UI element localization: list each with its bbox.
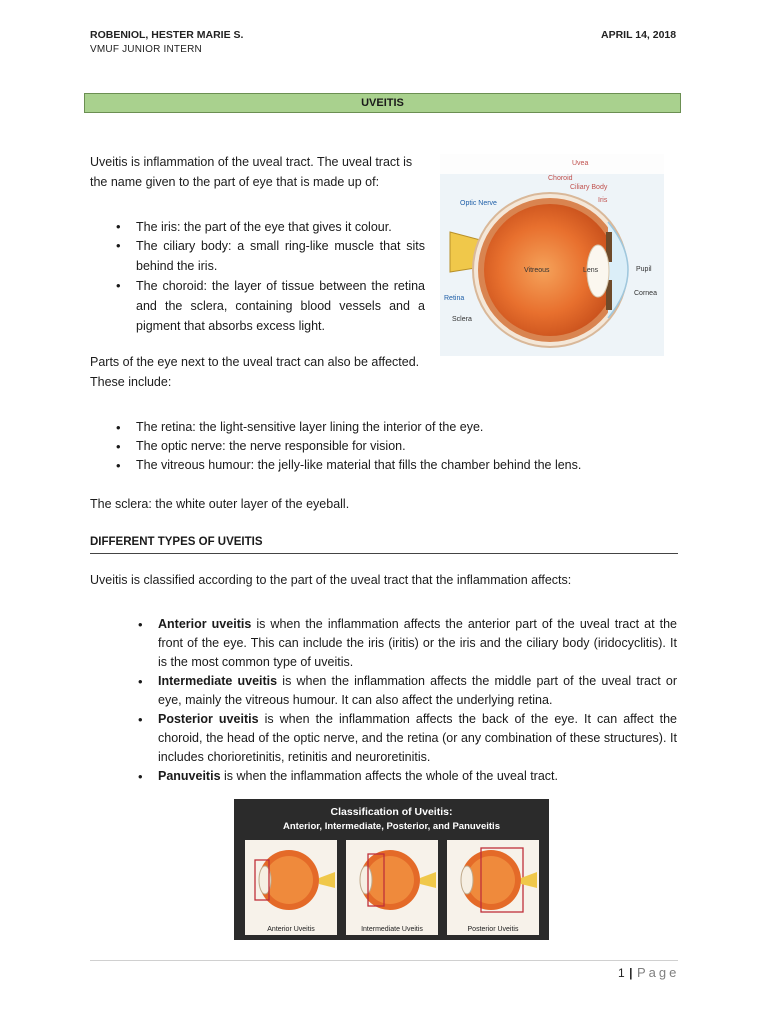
panel-intermediate	[346, 840, 438, 935]
figure-title-1: Classification of Uveitis:	[330, 806, 453, 818]
page-number	[618, 964, 679, 982]
list-item	[136, 767, 677, 786]
type-description: is when the inflammation affects the whole of the uveal tract.	[220, 769, 558, 783]
page-word: Page	[636, 965, 680, 980]
footer-rule	[90, 960, 678, 961]
list-item: • The optic nerve: the nerve responsible for vision.	[114, 437, 684, 456]
classification-figure	[234, 799, 549, 940]
uveitis-types-list	[136, 615, 677, 786]
type-term: Intermediate uveitis	[158, 674, 278, 688]
author-name: ROBENIOL, HESTER MARIE S.	[90, 29, 244, 41]
caption-posterior: Posterior Uveitis	[467, 926, 519, 933]
label-choroid: Choroid	[548, 175, 573, 182]
label-pupil: Pupil	[636, 266, 652, 273]
list-item	[136, 615, 677, 672]
figure-title-2: Anterior, Intermediate, Posterior, and Panuveitis	[283, 821, 500, 832]
type-term: Panuveitis	[158, 769, 221, 783]
list-item: • The iris: the part of the eye that gives it colour.	[114, 218, 425, 236]
section-rule	[90, 553, 678, 554]
label-retina: Retina	[444, 295, 465, 302]
caption-intermediate: Intermediate Uveitis	[361, 926, 423, 933]
eye-illustration	[447, 840, 539, 920]
list-item: • The vitreous humour: the jelly-like material that fills the chamber behind the lens.	[114, 456, 684, 475]
author-role: VMUF JUNIOR INTERN	[90, 44, 202, 55]
label-iris: Iris	[598, 197, 608, 204]
adjacent-intro-line-2: These include:	[90, 375, 172, 389]
label-ciliary-body: Ciliary Body	[570, 184, 608, 191]
intro-line-1: Uveitis is inflammation of the uveal tract. The uveal tract is	[90, 155, 413, 169]
adjacent-parts-list	[114, 418, 684, 475]
eye-illustration	[245, 840, 337, 920]
type-term: Posterior uveitis	[158, 712, 259, 726]
section-heading: DIFFERENT TYPES OF UVEITIS	[90, 536, 263, 548]
label-uvea: Uvea	[572, 160, 589, 167]
intro-line-2: the name given to the part of eye that is made up of:	[90, 175, 380, 189]
page-title: UVEITIS	[84, 93, 681, 113]
eye-illustration	[346, 840, 438, 920]
panel-posterior	[447, 840, 539, 935]
label-sclera: Sclera	[452, 316, 472, 323]
document-date: APRIL 14, 2018	[601, 29, 677, 41]
list-item	[136, 672, 677, 710]
intro-paragraph	[90, 152, 435, 192]
label-lens: Lens	[583, 267, 599, 274]
page-number-value: 1	[618, 966, 625, 980]
list-item: • The ciliary body: a small ring-like muscle that sits behind the iris.	[114, 236, 425, 276]
panel-anterior	[245, 840, 337, 935]
type-term: Anterior uveitis	[158, 617, 252, 631]
list-item	[136, 710, 677, 767]
caption-anterior: Anterior Uveitis	[267, 926, 315, 933]
list-item: • The choroid: the layer of tissue between the retina and the sclera, containing blood vessels and a pigment that absorbs excess light.	[114, 276, 425, 336]
sclera-note: The sclera: the white outer layer of the eyeball.	[90, 497, 350, 511]
eye-anatomy-diagram	[440, 154, 664, 356]
label-cornea: Cornea	[634, 290, 657, 297]
label-vitreous: Vitreous	[524, 267, 550, 274]
adjacent-intro	[90, 352, 435, 392]
types-intro: Uveitis is classified according to the part of the uveal tract that the inflammation affects:	[90, 573, 572, 587]
list-item: • The retina: the light-sensitive layer lining the interior of the eye.	[114, 418, 684, 437]
type-description: is when the inflammation affects the middle part of the uveal tract or eye, mainly the vitreous humour. It can also affect the underlying retina.	[158, 674, 677, 707]
eye-anatomy-illustration	[440, 154, 664, 356]
type-description: is when the inflammation affects the back of the eye. It can affect the choroid, the head of the optic nerve, and the retina (or any combination of these structures). It includes chorioretinitis, retinitis and neuroretinitis.	[158, 712, 677, 764]
page-separator: |	[629, 966, 633, 980]
adjacent-intro-line-1: Parts of the eye next to the uveal tract can also be affected.	[90, 355, 420, 369]
uveal-parts-list	[114, 218, 425, 336]
label-optic-nerve: Optic Nerve	[460, 200, 497, 207]
type-description: is when the inflammation affects the anterior part of the uveal tract at the front of the eye. This can include the iris (iritis) or the iris and the ciliary body (iridocyclitis). It is the most common type of uveitis.	[158, 617, 677, 669]
